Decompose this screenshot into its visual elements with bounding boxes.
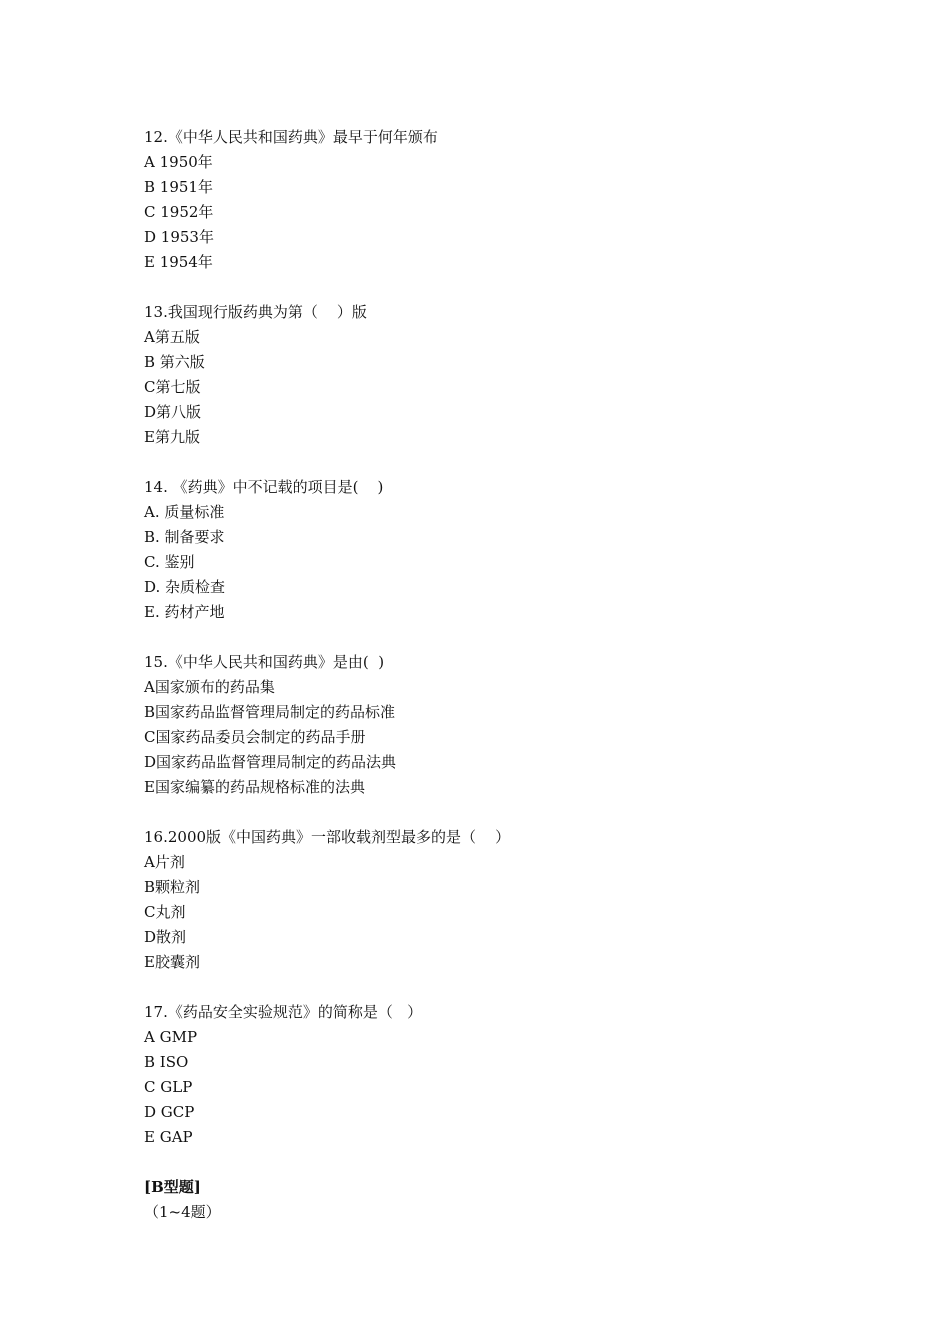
question-stem: 16.2000版《中国药典》一部收载剂型最多的是（ ） <box>144 828 511 846</box>
question-stem: 15.《中华人民共和国药典》是由( ) <box>144 653 385 671</box>
option-c: C GLP <box>144 1078 193 1096</box>
option-c: C国家药品委员会制定的药品手册 <box>144 728 366 746</box>
option-b: B颗粒剂 <box>144 878 201 896</box>
option-c: C丸剂 <box>144 903 186 921</box>
option-c: C 1952年 <box>144 203 214 221</box>
option-b: B ISO <box>144 1053 189 1071</box>
document-page <box>144 125 864 1225</box>
section-range: （1~4题） <box>144 1203 221 1221</box>
option-e: E国家编纂的药品规格标准的法典 <box>144 778 365 796</box>
question-13 <box>144 300 864 450</box>
question-14 <box>144 475 864 625</box>
option-a: A 1950年 <box>144 153 213 171</box>
option-e: E胶囊剂 <box>144 953 200 971</box>
question-15 <box>144 650 864 800</box>
option-a: A国家颁布的药品集 <box>144 678 275 696</box>
option-a: A GMP <box>144 1028 198 1046</box>
option-b: B 1951年 <box>144 178 213 196</box>
question-stem: 12.《中华人民共和国药典》最早于何年颁布 <box>144 128 438 146</box>
option-d: D散剂 <box>144 928 187 946</box>
option-e: E. 药材产地 <box>144 603 225 621</box>
option-b: B. 制备要求 <box>144 528 225 546</box>
option-c: C. 鉴别 <box>144 553 195 571</box>
question-stem: 14. 《药典》中不记载的项目是( ) <box>144 478 384 496</box>
option-d: D GCP <box>144 1103 195 1121</box>
question-17 <box>144 1000 864 1150</box>
question-stem: 13.我国现行版药典为第（ ）版 <box>144 303 367 321</box>
option-a: A片剂 <box>144 853 185 871</box>
option-c: C第七版 <box>144 378 201 396</box>
option-d: D. 杂质检查 <box>144 578 226 596</box>
section-b-type <box>144 1175 864 1225</box>
question-stem: 17.《药品安全实验规范》的简称是（ ） <box>144 1003 423 1021</box>
option-e: E 1954年 <box>144 253 213 271</box>
question-16 <box>144 825 864 975</box>
section-heading: [B型题] <box>144 1178 201 1196</box>
option-b: B 第六版 <box>144 353 205 371</box>
option-a: A第五版 <box>144 328 200 346</box>
option-d: D第八版 <box>144 403 202 421</box>
question-12 <box>144 125 864 275</box>
option-e: E GAP <box>144 1128 193 1146</box>
option-d: D 1953年 <box>144 228 214 246</box>
option-a: A. 质量标准 <box>144 503 225 521</box>
option-e: E第九版 <box>144 428 200 446</box>
option-d: D国家药品监督管理局制定的药品法典 <box>144 753 397 771</box>
option-b: B国家药品监督管理局制定的药品标准 <box>144 703 396 721</box>
